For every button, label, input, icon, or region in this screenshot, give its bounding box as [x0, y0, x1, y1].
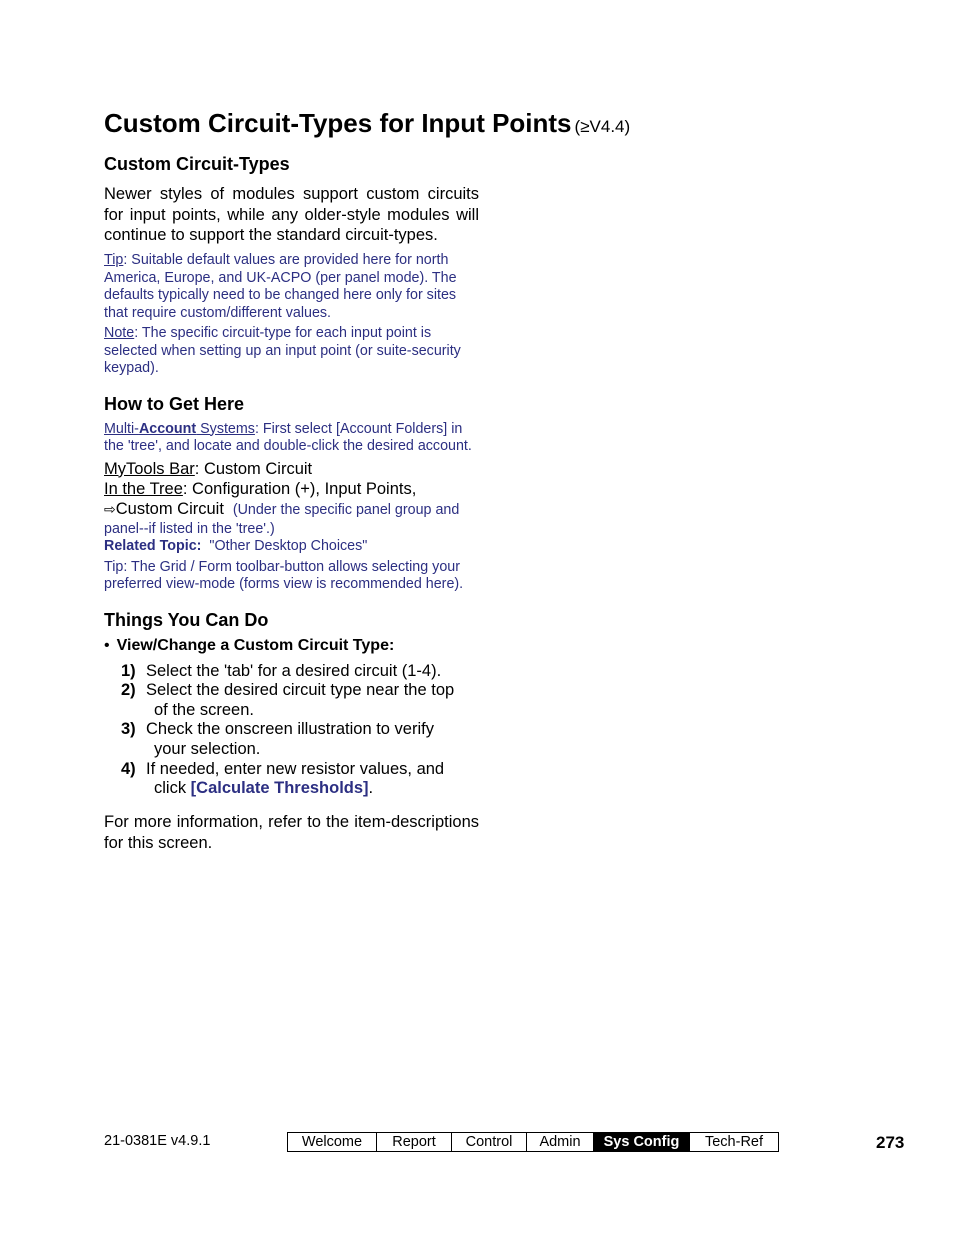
tree-text: : Configuration (+), Input Points,	[182, 480, 417, 499]
step-text-prefix: click	[154, 779, 191, 798]
step-text: Select the desired circuit type near the top	[146, 681, 455, 700]
related-topic-label: Related Topic:	[104, 538, 202, 555]
step-number: 1)	[121, 661, 136, 680]
multi-suffix: Systems	[196, 420, 255, 437]
step-number: 2)	[121, 681, 136, 700]
more-info-text: For more information, refer to the item-descriptions for this screen.	[104, 812, 479, 852]
tip-text: : Suitable default values are provided here for north America, Europe, and UK-ACPO (per panel mode). The defaults typically need to be changed here only for sites that require custom/different values.	[104, 252, 457, 321]
page-number: 273	[876, 1133, 905, 1152]
related-topic-line	[104, 538, 479, 556]
mytools-label: MyTools Bar	[104, 459, 195, 478]
step-item	[104, 720, 479, 759]
steps-list	[104, 662, 479, 799]
step-text-continued	[146, 779, 479, 799]
footer-nav-tabs	[287, 1132, 779, 1152]
tab-report[interactable]: Report	[377, 1133, 452, 1151]
tab-control[interactable]: Control	[452, 1133, 527, 1151]
tree-item: Custom Circuit	[115, 500, 224, 519]
bullet-dot-icon: •	[104, 636, 110, 654]
multi-account-link[interactable]	[104, 421, 255, 437]
doc-id: 21-0381E v4.9.1	[104, 1133, 211, 1149]
section-heading-how: How to Get Here	[104, 393, 245, 414]
multi-prefix: Multi-	[104, 420, 139, 437]
bullet-item	[104, 636, 479, 656]
note-label: Note	[104, 325, 135, 342]
tree-label: In the Tree	[104, 480, 183, 499]
tab-tech-ref[interactable]: Tech-Ref	[690, 1133, 778, 1151]
mytools-line	[104, 459, 479, 480]
tree-note: (Under the specific panel group and panel--if listed in the 'tree'.)	[104, 502, 460, 537]
bullet-text: View/Change a Custom Circuit Type:	[116, 636, 395, 654]
tree-line	[104, 479, 479, 500]
page-title-text: Custom Circuit-Types for Input Points	[104, 108, 572, 138]
step-text-continued: of the screen.	[154, 700, 254, 719]
multi-account-paragraph	[104, 421, 479, 456]
note-text: : The specific circuit-type for each input point is selected when setting up an input point (or suite-security keypad).	[104, 325, 461, 377]
step-item	[104, 662, 479, 682]
step-text: Select the 'tab' for a desired circuit (1-4).	[146, 661, 442, 680]
tip-label: Tip	[104, 252, 124, 269]
tip-paragraph	[104, 252, 479, 322]
calculate-thresholds-link[interactable]: [Calculate Thresholds]	[190, 779, 369, 798]
multi-bold: Account	[138, 420, 197, 437]
step-item	[104, 681, 479, 720]
step-item	[104, 760, 479, 799]
step-text: Check the onscreen illustration to verify	[146, 720, 434, 739]
step-number: 3)	[121, 720, 136, 739]
tab-sys-config[interactable]: Sys Config	[594, 1133, 690, 1151]
step-text: If needed, enter new resistor values, and	[146, 759, 445, 778]
tip2-paragraph: Tip: The Grid / Form toolbar-button allows selecting your preferred view-mode (forms view is recommended here).	[104, 558, 464, 593]
tab-admin[interactable]: Admin	[527, 1133, 594, 1151]
custom-body-text: Newer styles of modules support custom circuits for input points, while any older-style modules will continue to support the standard circuit-types.	[104, 185, 479, 245]
arrow-right-icon: ⇨	[104, 502, 116, 519]
step-number: 4)	[121, 759, 136, 778]
note-paragraph	[104, 325, 479, 378]
tab-welcome[interactable]: Welcome	[288, 1133, 377, 1151]
page-title	[104, 103, 630, 140]
related-topic-link[interactable]: "Other Desktop Choices"	[209, 538, 368, 555]
multi-account-text: : First select [Account Folders] in the 'tree', and locate and double-click the desired account.	[104, 420, 472, 455]
section-heading-things: Things You Can Do	[104, 609, 269, 630]
content-column	[104, 152, 479, 853]
tree-item-line	[104, 501, 479, 538]
mytools-text: : Custom Circuit	[194, 459, 313, 478]
version-note: (≥V4.4)	[574, 117, 631, 136]
section-heading-custom: Custom Circuit-Types	[104, 154, 290, 174]
step-text-suffix: .	[368, 779, 374, 798]
step-text-continued: your selection.	[154, 740, 261, 759]
